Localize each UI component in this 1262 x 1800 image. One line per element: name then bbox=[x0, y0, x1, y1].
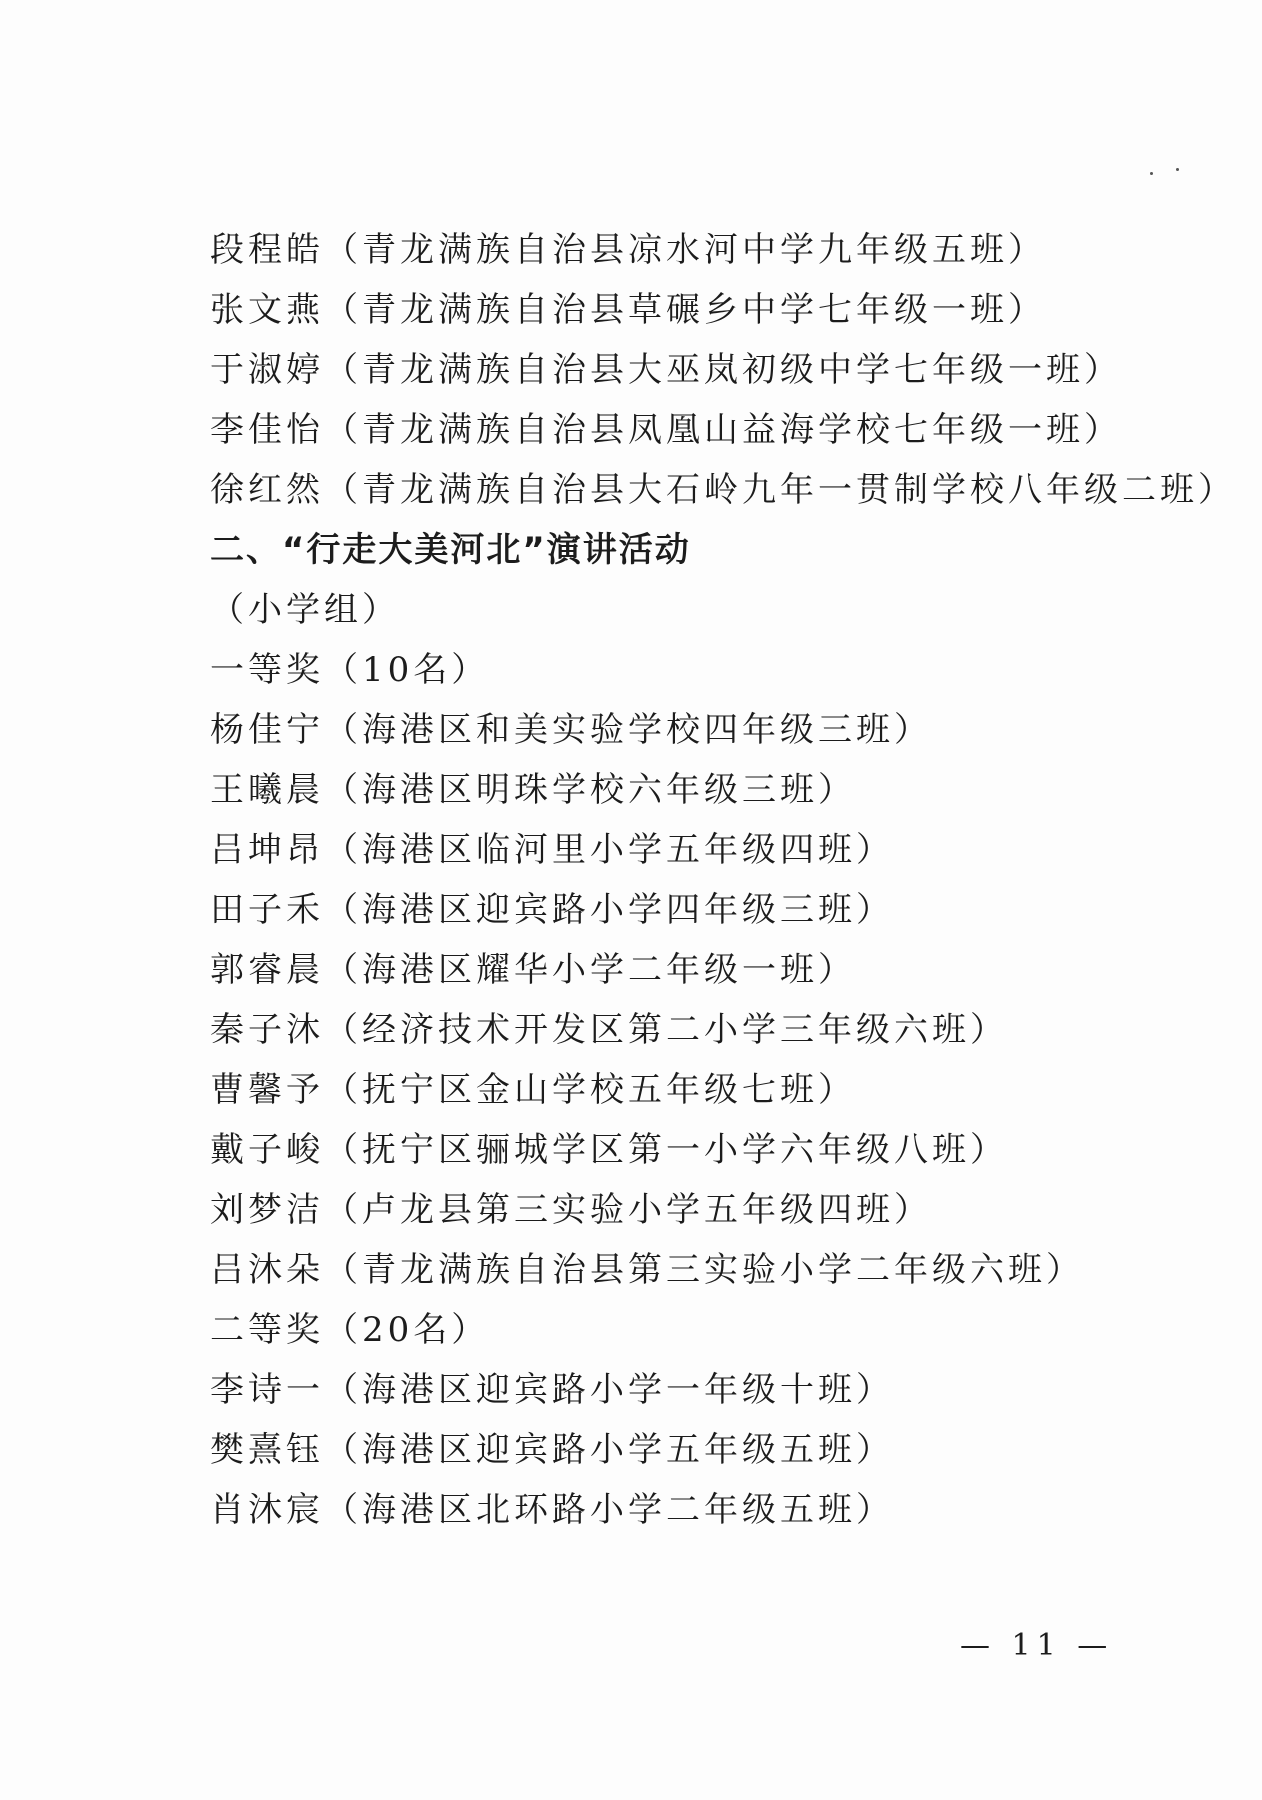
list-item: 郭睿晨（海港区耀华小学二年级一班） bbox=[210, 950, 856, 990]
list-item: 肖沐宸（海港区北环路小学二年级五班） bbox=[210, 1490, 894, 1530]
list-item: 杨佳宁（海港区和美实验学校四年级三班） bbox=[210, 710, 932, 750]
list-item: 段程皓（青龙满族自治县凉水河中学九年级五班） bbox=[210, 230, 1046, 270]
list-item: 李诗一（海港区迎宾路小学一年级十班） bbox=[210, 1370, 894, 1410]
award-tier-label: 二等奖（20名） bbox=[210, 1310, 490, 1350]
list-item: 张文燕（青龙满族自治县草碾乡中学七年级一班） bbox=[210, 290, 1046, 330]
list-item: 曹馨予（抚宁区金山学校五年级七班） bbox=[210, 1070, 856, 1110]
list-item: 王曦晨（海港区明珠学校六年级三班） bbox=[210, 770, 856, 810]
list-item: 樊熹钰（海港区迎宾路小学五年级五班） bbox=[210, 1430, 894, 1470]
award-list bbox=[210, 220, 1236, 1540]
award-tier-label: 一等奖（10名） bbox=[210, 650, 490, 690]
scan-speck bbox=[1150, 172, 1153, 175]
list-item: 徐红然（青龙满族自治县大石岭九年一贯制学校八年级二班） bbox=[210, 470, 1236, 510]
group-label: （小学组） bbox=[210, 590, 400, 630]
page-number: — 11 — bbox=[960, 1628, 1114, 1663]
scan-speck bbox=[1176, 168, 1179, 171]
list-item: 秦子沐（经济技术开发区第二小学三年级六班） bbox=[210, 1010, 1008, 1050]
list-item: 吕坤昂（海港区临河里小学五年级四班） bbox=[210, 830, 894, 870]
list-item: 戴子峻（抚宁区骊城学区第一小学六年级八班） bbox=[210, 1130, 1008, 1170]
list-item: 刘梦洁（卢龙县第三实验小学五年级四班） bbox=[210, 1190, 932, 1230]
list-item: 吕沐朵（青龙满族自治县第三实验小学二年级六班） bbox=[210, 1250, 1084, 1290]
section-heading: 二、“行走大美河北”演讲活动 bbox=[210, 530, 691, 570]
list-item: 李佳怡（青龙满族自治县凤凰山益海学校七年级一班） bbox=[210, 410, 1122, 450]
list-item: 于淑婷（青龙满族自治县大巫岚初级中学七年级一班） bbox=[210, 350, 1122, 390]
list-item: 田子禾（海港区迎宾路小学四年级三班） bbox=[210, 890, 894, 930]
